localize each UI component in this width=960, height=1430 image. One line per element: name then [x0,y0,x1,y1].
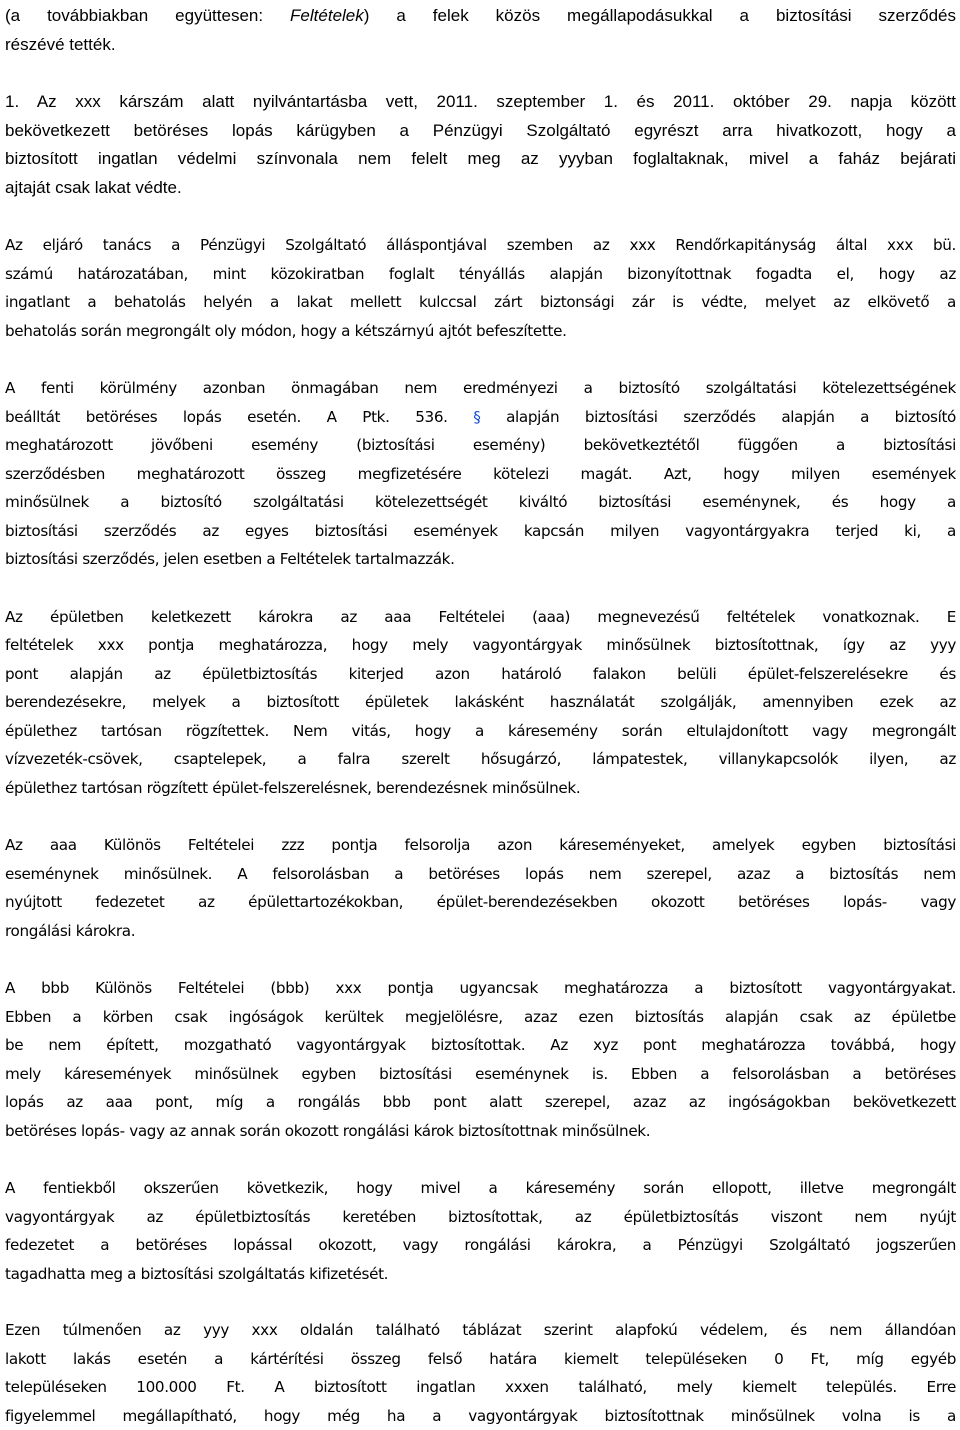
p8-line: településeken 100.000 Ft. A biztosított ingatlan xxxen található, mely kiemelt település. Erre [5,1373,956,1402]
paragraph-spacer [5,574,956,603]
p4-line: pont alapján az épületbiztosítás kiterjed azon határoló falakon belüli épület-felszerelésekre és [5,660,956,689]
p1-line: 1. Az xxx kárszám alatt nyilvántartásba vett, 2011. szeptember 1. és 2011. október 29. napja között [5,88,956,117]
p3-line: A fenti körülmény azonban önmagában nem eredményezi a biztosító szolgáltatási kötelezettségének [5,374,956,403]
paragraph-spacer [5,1145,956,1174]
p1-line: ajtaját csak lakat védte. [5,174,956,203]
paragraph-spacer [5,345,956,374]
paragraph-spacer [5,59,956,88]
intro-line-1 [5,2,956,31]
p6-line: A bbb Különös Feltételei (bbb) xxx pontja ugyancsak meghatározza a biztosított vagyontárgyakat. [5,974,956,1003]
paragraph-6 [5,974,956,1145]
p5-line: eseménynek minősülnek. A felsorolásban a betöréses lopás nem szerepel, azaz a biztosítás nem [5,860,956,889]
p6-line: Ebben a körben csak ingóságok kerültek megjelölésre, azaz ezen biztosítás alapján csak az épületbe [5,1003,956,1032]
p6-line: be nem épített, mozgatható vagyontárgyak biztosítottak. Az xyz pont meghatározza továbbá, hogy [5,1031,956,1060]
p2-line: számú határozatában, mint közokiratban foglalt tényállás alapján bizonyítottnak fogadta el, hogy az [5,260,956,289]
p8-line: lakott lakás esetén a kártérítési összeg felső határa kiemelt településeken 0 Ft, míg egyéb [5,1345,956,1374]
p3-line: meghatározott jövőbeni esemény (biztosítási esemény) bekövetkeztétől függően a biztosítási [5,431,956,460]
p6-line: betöréses lopás- vagy az annak során okozott rongálási károk biztosítottnak minősülnek. [5,1117,956,1146]
p2-line: behatolás során megrongált oly módon, hogy a kétszárnyú ajtót befeszítette. [5,317,956,346]
p3-line [5,403,956,432]
p2-line: Az eljáró tanács a Pénzügyi Szolgáltató álláspontjával szemben az xxx Rendőrkapitányság által xxx bü. [5,231,956,260]
document-page [5,0,956,1430]
paragraph-spacer [5,1288,956,1316]
p3-line: biztosítási szerződés, jelen esetben a Feltételek tartalmazzák. [5,545,956,574]
paragraph-spacer [5,202,956,231]
p2-line: ingatlant a behatolás helyén a lakat mellett kulccsal zárt biztonsági zár is védte, melyet az elkövető a [5,288,956,317]
paragraph-8 [5,1316,956,1430]
p3-line-2-end: alapján biztosítási szerződés alapján a biztosító [480,408,956,426]
paragraph-4 [5,603,956,803]
p7-line: fedezetet a betöréses lopással okozott, vagy rongálási károkra, a Pénzügyi Szolgáltató jogszerűen [5,1231,956,1260]
p7-line: vagyontárgyak az épületbiztosítás keretében biztosítottak, az épületbiztosítás viszont nem nyújt [5,1203,956,1232]
p3-line: szerződésben meghatározott összeg megfizetésére kötelezi magát. Azt, hogy milyen események [5,460,956,489]
p5-line: nyújtott fedezetet az épülettartozékokban, épület-berendezésekben okozott betöréses lopás- vagy [5,888,956,917]
intro-suffix: ) a felek közös megállapodásukkal a biztosítási szerződés [364,6,956,25]
p1-line: biztosított ingatlan védelmi színvonala nem felelt meg az yyyban foglaltaknak, mivel a faház bejárati [5,145,956,174]
intro-prefix: (a továbbiakban együttesen: [5,6,290,25]
paragraph-1 [5,88,956,202]
paragraph-2 [5,231,956,345]
p4-line: Az épületben keletkezett károkra az aaa Feltételei (aaa) megnevezésű feltételek vonatkoznak. E [5,603,956,632]
p4-line: épülethez tartósan rögzítettek. Nem vitás, hogy a káresemény során eltulajdonított vagy megrongált [5,717,956,746]
p7-line: tagadhatta meg a biztosítási szolgáltatás kifizetését. [5,1260,956,1289]
p7-line: A fentiekből okszerűen következik, hogy mivel a káresemény során ellopott, illetve megrongált [5,1174,956,1203]
p3-line: biztosítási szerződés az egyes biztosítási események kapcsán milyen vagyontárgyakra terjed ki, a [5,517,956,546]
p6-line: lopás az aaa pont, míg a rongálás bbb pont alatt szerepel, azaz az ingóságokban bekövetkezett [5,1088,956,1117]
p5-line: rongálási károkra. [5,917,956,946]
paragraph-7 [5,1174,956,1288]
p5-line: Az aaa Különös Feltételei zzz pontja felsorolja azon káreseményeket, amelyek egyben biztosítási [5,831,956,860]
intro-line-2: részévé tették. [5,31,956,60]
p8-line: Ezen túlmenően az yyy xxx oldalán található táblázat szerint alapfokú védelem, és nem állandóan [5,1316,956,1345]
p3-line-2-start: beálltát betöréses lopás esetén. A Ptk. 536. [5,408,473,426]
p1-line: bekövetkezett betöréses lopás kárügyben a Pénzügyi Szolgáltató egyrészt arra hivatkozott, hogy a [5,117,956,146]
intro-paragraph [5,0,956,59]
p4-line: vízvezeték-csövek, csaptelepek, a falra szerelt hősugárzó, lámpatestek, villanykapcsolók ilyen, az [5,745,956,774]
p4-line: berendezésekre, melyek a biztosított épületek lakásként használatát szolgálják, amennyiben ezek az [5,688,956,717]
paragraph-5 [5,831,956,945]
paragraph-spacer [5,945,956,974]
section-sign-link[interactable]: § [473,408,480,426]
p8-line: figyelemmel megállapítható, hogy még ha a vagyontárgyak biztosítottnak minősülnek volna is a [5,1402,956,1430]
paragraph-3 [5,374,956,574]
p3-line: minősülnek a biztosító szolgáltatási kötelezettségét kiváltó biztosítási eseménynek, és hogy a [5,488,956,517]
p4-line: feltételek xxx pontja meghatározza, hogy mely vagyontárgyak minősülnek biztosítottnak, így az yyy [5,631,956,660]
p4-line: épülethez tartósan rögzített épület-felszerelésnek, berendezésnek minősülnek. [5,774,956,803]
p6-line: mely káresemények minősülnek egyben biztosítási eseménynek is. Ebben a felsorolásban a betöréses [5,1060,956,1089]
intro-italic-term: Feltételek [290,6,364,25]
paragraph-spacer [5,802,956,831]
